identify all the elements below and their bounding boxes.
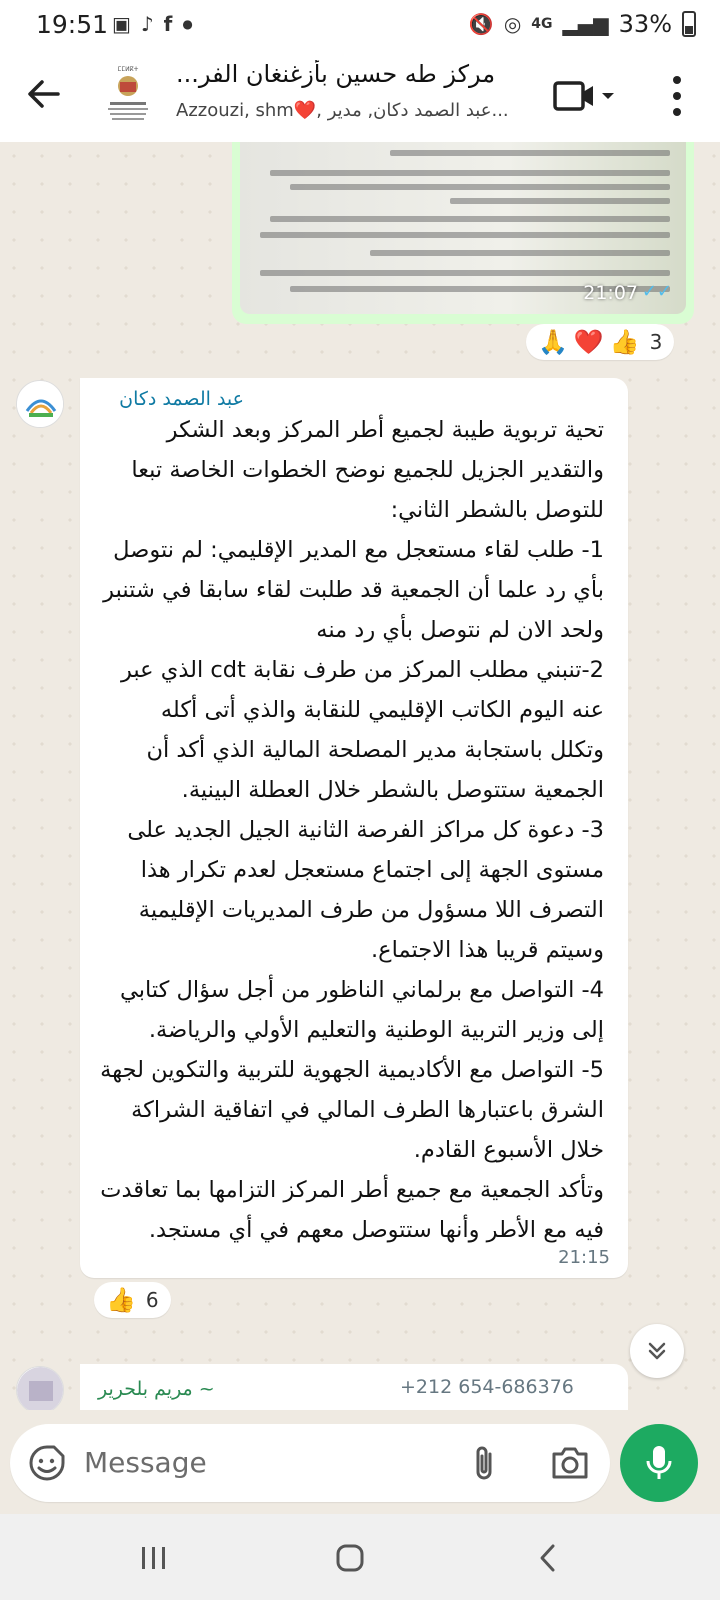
reaction-emoji: 👍 (609, 328, 640, 356)
voice-message-button[interactable] (620, 1424, 698, 1502)
svg-text:ⵎⵎⵍⴽⵜ: ⵎⵎⵍⴽⵜ (117, 66, 139, 73)
network-label: 4G (531, 16, 553, 32)
recent-apps-button[interactable] (130, 1534, 178, 1582)
status-bar (0, 0, 720, 52)
notification-icons (112, 12, 193, 36)
tiktok-icon: ♪ (140, 12, 154, 36)
text-message[interactable] (80, 378, 628, 1278)
status-time: 19:51 (36, 10, 109, 39)
hotspot-icon: ◎ (503, 12, 522, 36)
gallery-icon: ▣ (112, 12, 131, 36)
reactions-pill[interactable] (94, 1282, 171, 1318)
message-paragraph: 3- دعوة كل مراكز الفرصة الثانية الجيل الجديد على مستوى الجهة إلى اجتماع مستعجل لعدم تكرار هذا التصرف اللا مسؤول من طرف المديريات الإقليمية وسيتم قريبا هذا الاجتماع. (127, 817, 604, 963)
sender-phone[interactable]: +212 654-686376 (400, 1376, 574, 1398)
message-placeholder: Message (84, 1446, 207, 1479)
dot-icon: ● (182, 17, 193, 31)
back-button[interactable] (524, 1534, 572, 1582)
message-paragraph: وتأكد الجمعية مع جميع أطر المركز التزامها بما تعاقدت فيه مع الأطر وأنها ستتوصل معهم في أي مستجد. (100, 1177, 604, 1243)
document-image[interactable] (240, 142, 686, 314)
reactions-pill[interactable] (526, 324, 674, 360)
sender-avatar[interactable] (16, 380, 64, 428)
video-call-icon[interactable] (552, 76, 616, 116)
mute-icon: 🔇 (468, 12, 494, 36)
reaction-emoji: 🙏 (538, 328, 568, 356)
microphone-icon (644, 1443, 674, 1483)
scroll-to-bottom-button[interactable] (630, 1324, 684, 1378)
message-time: 21:07 (583, 282, 638, 304)
message-paragraph: 5- التواصل مع الأكاديمية الجهوية للتربية والتكوين لجهة الشرق باعتبارها الطرف المالي في اتفاقية الشراكة خلال الأسبوع القادم. (100, 1057, 604, 1163)
home-icon (334, 1542, 366, 1574)
message-time: 21:15 (558, 1247, 610, 1268)
text-message[interactable] (80, 1364, 628, 1410)
system-nav-bar (0, 1514, 720, 1600)
back-chevron-icon (537, 1543, 559, 1573)
message-paragraph: 1- طلب لقاء مستعجل مع المدير الإقليمي: لم نتوصل بأي رد علما أن الجمعية قد طلبت لقاء سابقا في شتنبر ولحد الان لم نتوصل بأي رد منه (103, 537, 604, 643)
home-button[interactable] (326, 1534, 374, 1582)
group-avatar[interactable] (98, 62, 158, 128)
camera-icon[interactable] (550, 1444, 590, 1482)
sender-name[interactable]: عبد الصمد دكان (119, 388, 244, 410)
chat-header (0, 52, 720, 142)
reaction-count: 3 (649, 330, 663, 354)
signal-icon: ▂▄▆ (562, 12, 609, 36)
message-input[interactable] (10, 1424, 610, 1502)
status-right (469, 10, 696, 38)
more-options-icon[interactable] (672, 74, 682, 118)
chat-participants[interactable]: Azzouzi, shm❤️, عبد الصمد دكان, مدير... (176, 100, 509, 121)
battery-percent: 33% (618, 10, 672, 38)
reaction-emoji: ❤️ (573, 328, 604, 356)
chat-title[interactable]: مركز طه حسين بأزغنغان الفر... (176, 60, 496, 88)
read-ticks-icon: ✓✓ (641, 281, 672, 302)
sender-name[interactable]: ~ مريم بلحرير (98, 1378, 215, 1400)
reaction-emoji: 👍 (106, 1286, 136, 1314)
battery-icon (682, 11, 696, 37)
message-paragraph: 4- التواصل مع برلماني الناظور من أجل سؤال كتابي إلى وزير التربية الوطنية والتعليم الأولي والرياضة. (120, 977, 604, 1043)
attach-icon[interactable] (470, 1444, 500, 1482)
facebook-icon: f (163, 12, 173, 36)
emoji-sticker-icon[interactable] (28, 1444, 66, 1482)
message-paragraph: تحية تربوية طيبة لجميع أطر المركز وبعد الشكر والتقدير الجزيل للجميع نوضح الخطوات الخاصة تبعا للتوصل بالشطر الثاني: (131, 417, 604, 523)
back-arrow-icon[interactable] (24, 74, 64, 114)
chat-area[interactable] (0, 142, 720, 1410)
sender-avatar[interactable] (16, 1366, 64, 1410)
message-body (100, 410, 604, 1250)
double-chevron-down-icon (645, 1339, 669, 1363)
recent-apps-icon (139, 1545, 169, 1571)
compose-bar (0, 1410, 720, 1514)
image-message[interactable] (232, 142, 694, 324)
reaction-count: 6 (145, 1288, 159, 1312)
message-paragraph: 2-تنبني مطلب المركز من طرف نقابة cdt الذي عبر عنه اليوم الكاتب الإقليمي للنقابة والذي أتى أكله وتكلل باستجابة مدير المصلحة المالية الذي أكد أن الجمعية ستتوصل بالشطر خلال العطلة البينية. (120, 657, 604, 803)
